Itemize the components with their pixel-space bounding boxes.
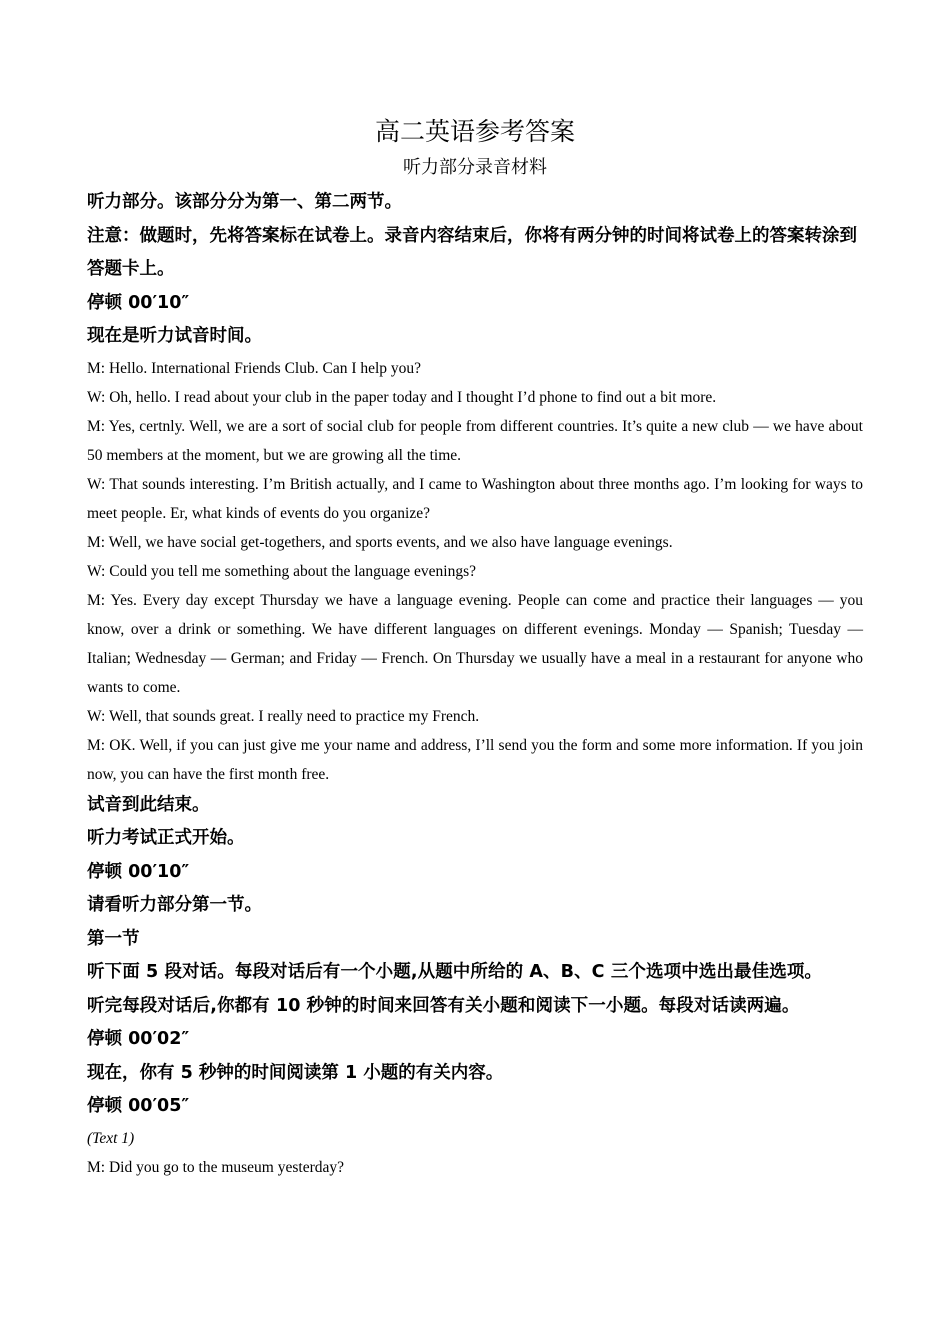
sound-check-end: 试音到此结束。 — [87, 794, 210, 815]
dialogue-line: M: Yes. Every day except Thursday we have a language evening. People can come and practice their languages — you know, over a drink or something. We have different languages on different evenings. Monday — Spanish; Tuesday — Italian; Wednesday — German; and Friday — French. On Thursday we usually have a meal in a restaurant for anyone who wants to come. — [87, 591, 863, 696]
dialogue-line: M: Did you go to the museum yesterday? — [87, 1158, 344, 1176]
pause-marker: 停顿 00′10″ — [87, 861, 190, 882]
text-label: (Text 1) — [87, 1129, 135, 1147]
section-intro: 听力部分。该部分分为第一、第二两节。 — [87, 192, 402, 212]
pause-marker: 停顿 00′02″ — [87, 1029, 190, 1049]
section-one-prompt: 请看听力部分第一节。 — [87, 895, 262, 915]
dialogue-line: W: That sounds interesting. I’m British actually, and I came to Washington about three months ago. I’m looking for ways to meet people. Er, what kinds of events do you organize? — [87, 475, 863, 522]
page-title: 高二英语参考答案 — [374, 117, 575, 146]
document-page — [87, 112, 863, 1182]
instructions-note: 注意：做题时，先将答案标在试卷上。录音内容结束后，你将有两分钟的时间将试卷上的答案转涂到答题卡上。 — [87, 225, 857, 279]
dialogue-line: W: Oh, hello. I read about your club in the paper today and I thought I’d phone to find out a bit more. — [87, 388, 717, 406]
section-one-heading: 第一节 — [87, 928, 140, 949]
dialogue-line: M: OK. Well, if you can just give me your name and address, I’ll send you the form and some more information. If you join now, you can have the first month free. — [87, 736, 863, 783]
section-one-instructions-2: 听完每段对话后,你都有 10 秒钟的时间来回答有关小题和阅读下一小题。每段对话读两遍。 — [87, 995, 800, 1016]
sound-check-heading: 现在是听力试音时间。 — [87, 326, 262, 346]
page-subtitle: 听力部分录音材料 — [403, 157, 547, 178]
dialogue-line: M: Well, we have social get-togethers, and sports events, and we also have language evenings. — [87, 533, 673, 551]
exam-start: 听力考试正式开始。 — [87, 828, 245, 848]
section-one-instructions: 听下面 5 段对话。每段对话后有一个小题,从题中所给的 A、B、C 三个选项中选出最佳选项。 — [87, 962, 823, 982]
pause-marker: 停顿 00′10″ — [87, 292, 190, 313]
dialogue-line: M: Yes, certnly. Well, we are a sort of social club for people from different countries. It’s quite a new club — we have about 50 members at the moment, but we are growing all the time. — [87, 417, 863, 464]
pause-marker: 停顿 00′05″ — [87, 1096, 190, 1116]
dialogue-line: M: Hello. International Friends Club. Can I help you? — [87, 359, 422, 377]
dialogue-line: W: Could you tell me something about the language evenings? — [87, 562, 476, 580]
dialogue-line: W: Well, that sounds great. I really need to practice my French. — [87, 707, 480, 725]
reading-time-note: 现在，你有 5 秒钟的时间阅读第 1 小题的有关内容。 — [87, 1062, 504, 1083]
